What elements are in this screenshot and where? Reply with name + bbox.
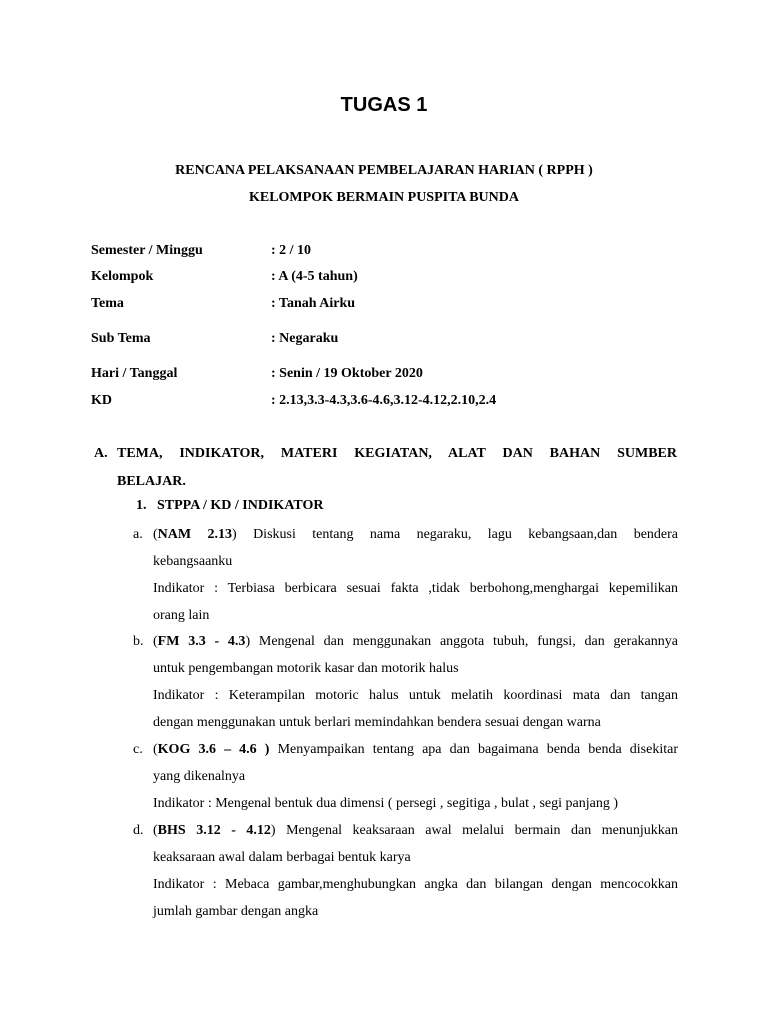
section-a-title-line2: BELAJAR. bbox=[117, 474, 186, 489]
indicator-line: Indikator : Mebaca gambar,menghubungkan angka dan bilangan dengan mencocokkan bbox=[153, 877, 678, 892]
indicator-line: orang lain bbox=[153, 608, 210, 623]
meta-value-kd: : 2.13,3.3-4.3,3.6-4.6,3.12-4.12,2.10,2.4 bbox=[271, 393, 497, 408]
school-heading: KELOMPOK BERMAIN PUSPITA BUNDA bbox=[248, 190, 520, 205]
indicator-line: jumlah gambar dengan angka bbox=[153, 904, 319, 919]
section-a-letter: A. bbox=[94, 446, 108, 461]
list-item-line: keaksaraan awal dalam berbagai bentuk karya bbox=[153, 850, 411, 865]
meta-value-hari: : Senin / 19 Oktober 2020 bbox=[271, 366, 423, 381]
rpph-heading: RENCANA PELAKSANAAN PEMBELAJARAN HARIAN ( RPPH ) bbox=[175, 163, 593, 178]
list-item bbox=[133, 817, 678, 925]
meta-label-kelompok: Kelompok bbox=[91, 269, 154, 284]
kd-code: FM 3.3 - 4.3 bbox=[157, 634, 246, 649]
list-item-line: yang dikenalnya bbox=[153, 769, 246, 784]
list-item-line: untuk pengembangan motorik kasar dan motorik halus bbox=[153, 661, 459, 676]
list-item bbox=[133, 521, 678, 629]
subsection-heading: 1. STPPA / KD / INDIKATOR bbox=[136, 498, 324, 513]
meta-label-kd: KD bbox=[91, 393, 112, 408]
list-item-letter: a. bbox=[133, 527, 143, 542]
list-item bbox=[133, 736, 678, 817]
indicator-line: Indikator : Mengenal bentuk dua dimensi ( persegi , segitiga , bulat , segi panjang ) bbox=[153, 796, 618, 811]
list-item-line: (NAM 2.13) Diskusi tentang nama negaraku, lagu kebangsaan,dan bendera bbox=[153, 527, 679, 542]
list-item-line: (FM 3.3 - 4.3) Mengenal dan menggunakan anggota tubuh, fungsi, dan gerakannya bbox=[153, 634, 678, 649]
kd-code: NAM 2.13 bbox=[157, 527, 233, 542]
meta-value-tema: : Tanah Airku bbox=[271, 296, 356, 311]
kd-code: BHS 3.12 - 4.12 bbox=[157, 823, 271, 838]
meta-value-subtema: : Negaraku bbox=[271, 331, 339, 346]
document-title: TUGAS 1 bbox=[340, 94, 428, 116]
indicator-line: Indikator : Terbiasa berbicara sesuai fakta ,tidak berbohong,menghargai kepemilikan bbox=[153, 581, 678, 596]
meta-label-semester: Semester / Minggu bbox=[91, 243, 203, 258]
list-item-line: (BHS 3.12 - 4.12) Mengenal keaksaraan awal melalui bermain dan menunjukkan bbox=[153, 823, 678, 838]
list-item-line: kebangsaanku bbox=[153, 554, 233, 569]
list-item-letter: c. bbox=[133, 742, 143, 757]
section-a-heading bbox=[94, 440, 678, 496]
list-item-letter: d. bbox=[133, 823, 144, 838]
indicator-line: Indikator : Keterampilan motoric halus untuk melatih koordinasi mata dan tangan bbox=[153, 688, 678, 703]
list-item-letter: b. bbox=[133, 634, 144, 649]
meta-value-kelompok: : A (4-5 tahun) bbox=[271, 269, 358, 284]
list-item bbox=[133, 628, 678, 736]
meta-value-semester: : 2 / 10 bbox=[271, 243, 312, 258]
meta-label-hari: Hari / Tanggal bbox=[91, 366, 178, 381]
meta-label-tema: Tema bbox=[91, 296, 124, 311]
section-a-title-line1: TEMA, INDIKATOR, MATERI KEGIATAN, ALAT DAN BAHAN SUMBER bbox=[117, 446, 677, 461]
list-item-line: (KOG 3.6 – 4.6 ) Menyampaikan tentang apa dan bagaimana benda benda disekitar bbox=[153, 742, 678, 757]
indicator-line: dengan menggunakan untuk berlari memindahkan bendera sesuai dengan warna bbox=[153, 715, 601, 730]
meta-label-subtema: Sub Tema bbox=[91, 331, 151, 346]
kd-code: KOG 3.6 – 4.6 ) bbox=[157, 742, 270, 757]
